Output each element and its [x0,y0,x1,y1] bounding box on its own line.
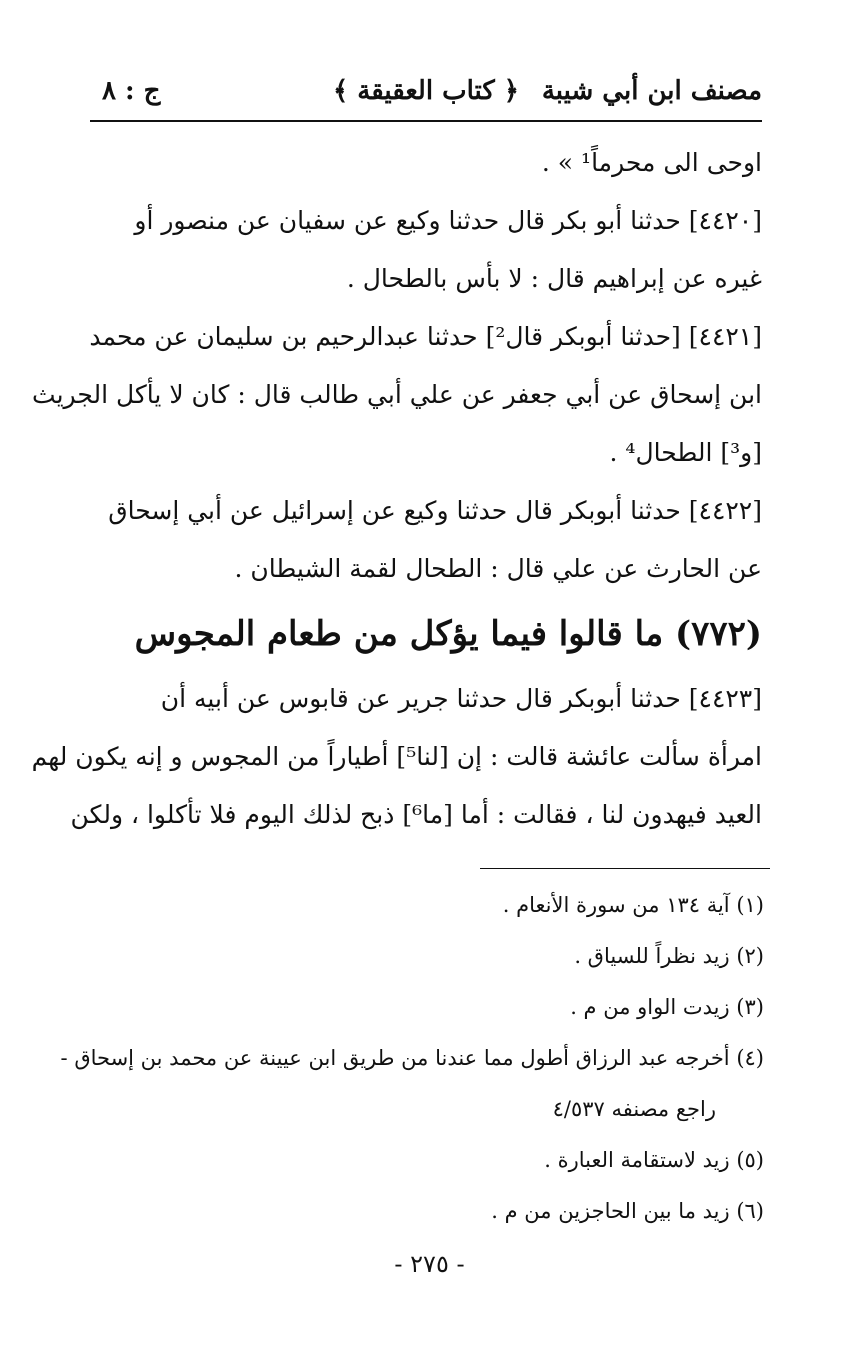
footnote: (٤) أخرجه عبد الرزاق أطول مما عندنا من طريق ابن عيينة عن محمد بن إسحاق - [60,1046,764,1070]
text-line: [و³] الطحال⁴ . [609,438,762,467]
text-line: اوحى الى محرماً¹ » . [541,148,762,177]
running-header [90,70,762,120]
footnotes [60,880,764,1237]
footnote-rule [480,868,770,869]
section-heading: (٧٧٢) ما قالوا فيما يؤكل من طعام المجوس [134,614,762,654]
footnote: (٦) زيد ما بين الحاجزين من م . [491,1199,764,1223]
text-line: عن الحارث عن علي قال : الطحال لقمة الشيطان . [234,554,762,583]
footnote: (٢) زيد نظراً للسياق . [574,944,764,968]
chapter-title: ﴿ كتاب العقيقة ﴾ [332,76,520,106]
page-number: - ٢٧٥ - [394,1250,465,1278]
book-title: مصنف ابن أبي شيبة [541,76,762,106]
text-line: [٤٤٢١] [حدثنا أبوبكر قال²] حدثنا عبدالرحيم بن سليمان عن محمد [89,322,762,351]
text-line: غيره عن إبراهيم قال : لا بأس بالطحال . [346,264,762,293]
header-rule [90,120,762,122]
footnote: (٥) زيد لاستقامة العبارة . [544,1148,764,1172]
main-text [31,134,762,844]
footnote: (٣) زيدت الواو من م . [570,995,764,1019]
text-line: امرأة سألت عائشة قالت : إن [لنا⁵] أطياراً من المجوس و إنه يكون لهم [31,742,762,771]
footnote: (١) آية ١٣٤ من سورة الأنعام . [502,893,764,917]
volume-number: ج : ٨ [102,76,161,106]
text-line: [٤٤٢٠] حدثنا أبو بكر قال حدثنا وكيع عن سفيان عن منصور أو [134,206,762,235]
footnote-continuation: راجع مصنفه ٤/٥٣٧ [552,1097,716,1121]
text-line: العيد فيهدون لنا ، فقالت : أما [ما⁶] ذبح لذلك اليوم فلا تأكلوا ، ولكن [70,800,762,829]
text-line: [٤٤٢٣] حدثنا أبوبكر قال حدثنا جرير عن قابوس عن أبيه أن [160,684,762,713]
text-line: ابن إسحاق عن أبي جعفر عن علي أبي طالب قال : كان لا يأكل الجريث [32,380,762,409]
text-line: [٤٤٢٢] حدثنا أبوبكر قال حدثنا وكيع عن إسرائيل عن أبي إسحاق [108,496,762,525]
